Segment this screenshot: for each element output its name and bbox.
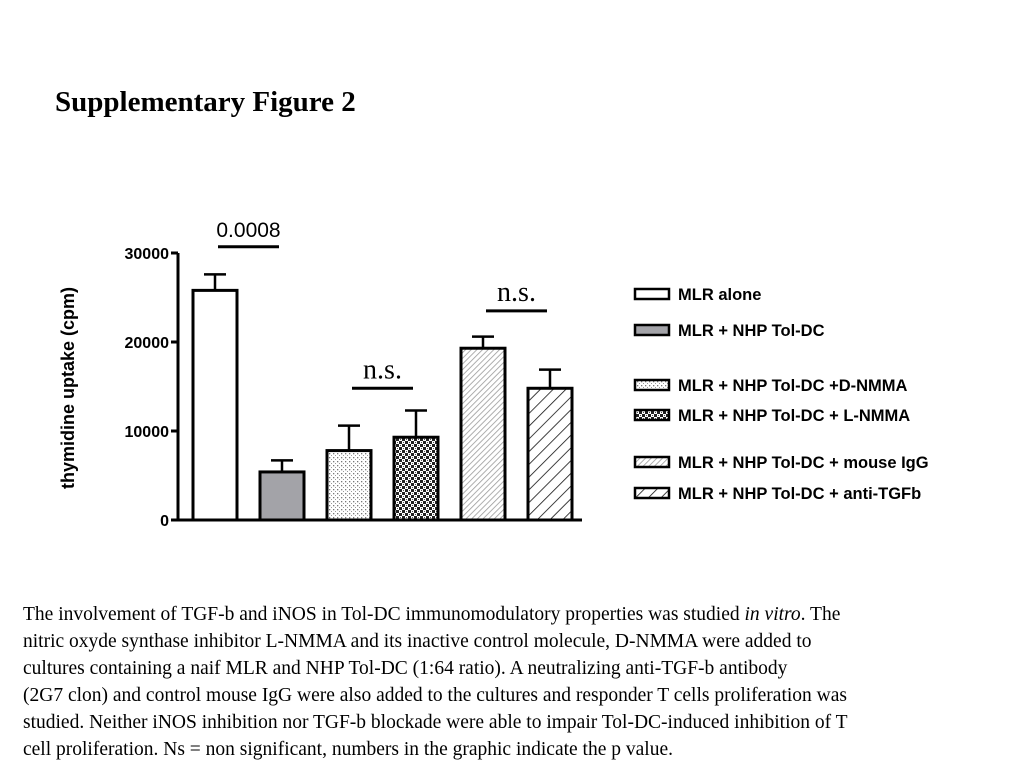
caption-line-4: (2G7 clon) and control mouse IgG were also added to the cultures and responder T cells proliferation was (23, 685, 847, 706)
caption-line-1-end: . The (800, 604, 841, 625)
caption-line-3: cultures containing a naif MLR and NHP Tol-DC (1:64 ratio). A neutralizing anti-TGF-b antibody (23, 658, 788, 679)
legend-label: MLR + NHP Tol-DC + L-NMMA (678, 407, 911, 425)
bar (193, 290, 237, 520)
bar (528, 388, 572, 520)
caption-line-1-italic: in vitro (744, 604, 801, 625)
y-tick-label: 0 (160, 513, 169, 530)
y-axis-label: thymidine uptake (cpm) (58, 286, 78, 490)
legend-label: MLR + NHP Tol-DC + mouse IgG (678, 454, 929, 472)
caption-line-1 (23, 601, 1003, 628)
legend-swatch (635, 380, 669, 390)
legend-swatch (635, 289, 669, 299)
legend-label: MLR + NHP Tol-DC +D-NMMA (678, 377, 908, 395)
caption-line-2: nitric oxyde synthase inhibitor L-NMMA and its inactive control molecule, D-NMMA were added to (23, 631, 812, 652)
legend-label: MLR alone (678, 286, 762, 304)
caption-line-6: cell proliferation. Ns = non significant, numbers in the graphic indicate the p value. (23, 739, 673, 760)
legend-label: MLR + NHP Tol-DC (678, 322, 825, 340)
legend-swatch (635, 325, 669, 335)
caption-line-5: studied. Neither iNOS inhibition nor TGF-b blockade were able to impair Tol-DC-induced inhibition of T (23, 712, 848, 733)
page-title: Supplementary Figure 2 (55, 86, 356, 118)
legend-swatch (635, 488, 669, 498)
bar (327, 451, 371, 520)
significance-label: n.s. (497, 276, 536, 308)
bar (260, 472, 304, 520)
legend-label: MLR + NHP Tol-DC + anti-TGFb (678, 485, 922, 503)
legend-swatch (635, 410, 669, 420)
bar (394, 437, 438, 520)
y-tick-label: 20000 (124, 335, 169, 352)
bar (461, 348, 505, 520)
caption-line-1-start: The involvement of TGF-b and iNOS in Tol-DC immunomodulatory properties was studied (23, 604, 745, 625)
legend (635, 286, 929, 503)
significance-label: n.s. (363, 354, 402, 386)
y-tick-label: 10000 (124, 424, 169, 441)
legend-swatch (635, 457, 669, 467)
figure-caption (23, 601, 1003, 763)
y-tick-label: 30000 (124, 246, 169, 263)
significance-label: 0.0008 (216, 218, 281, 242)
